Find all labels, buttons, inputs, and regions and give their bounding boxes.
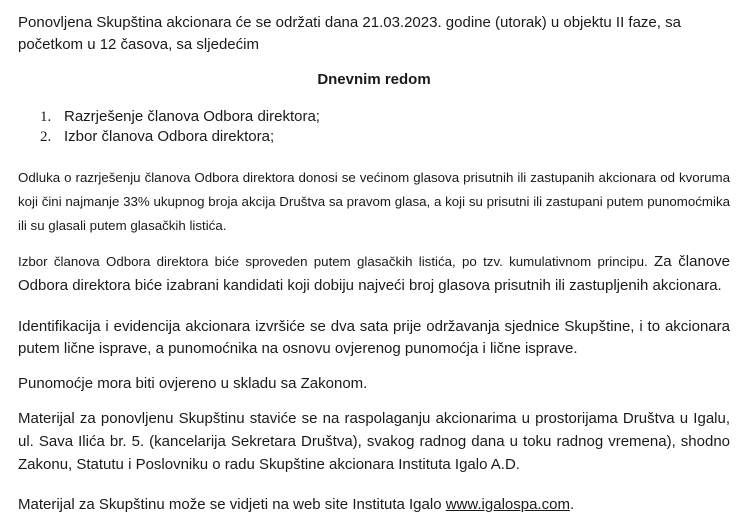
website-suffix: . bbox=[569, 496, 575, 513]
agenda-item bbox=[40, 127, 320, 147]
election-paragraph bbox=[18, 250, 730, 298]
agenda-heading: Dnevnim redom bbox=[317, 71, 431, 88]
website-paragraph bbox=[18, 494, 730, 516]
election-text-part1: Izbor članova Odbora direktora biće sproveden putem glasačkih listića, po tzv. kumulativnom principu. bbox=[18, 254, 648, 269]
agenda-item-text: Razrješenje članova Odbora direktora; bbox=[64, 108, 320, 125]
website-prefix: Materijal za Skupštinu može se vidjeti na web site Instituta Igalo bbox=[18, 496, 442, 513]
agenda-item-number: 2. bbox=[40, 129, 52, 145]
decision-paragraph: Odluka o razrješenju članova Odbora direktora donosi se većinom glasova prisutnih ili zastupanih akcionara od kvoruma koji čini najmanje 33% ukupnog broja akcija Društva sa pravom glasa, a koji su prisutni ili zastupani putem punomoćmika ili su glasali putem glasačkih listića. bbox=[18, 170, 730, 233]
agenda-item-text: Izbor članova Odbora direktora; bbox=[64, 128, 275, 145]
identification-paragraph: Identifikacija i evidencija akcionara izvršiće se dva sata prije održavanja sjednice Skupštine, i to akcionara putem lične isprave, a punomoćnika na osnovu ovjerenog punomoćja i lične isprave. bbox=[18, 318, 730, 357]
intro-paragraph: Ponovljena Skupština akcionara će se održati dana 21.03.2023. godine (utorak) u objektu II faze, sa početkom u 12 časova, sa sljedećim bbox=[18, 14, 681, 53]
election-text-part2: Za članove Odbora direktora biće izabrani kandidati koji dobiju najveći broj glasova prisutnih ili zastupljenih akcionara. bbox=[18, 253, 731, 294]
agenda-list bbox=[40, 107, 320, 147]
agenda-item-number: 1. bbox=[40, 109, 52, 125]
proxy-paragraph: Punomoćje mora biti ovjereno u skladu sa Zakonom. bbox=[18, 375, 368, 392]
agenda-item bbox=[40, 107, 320, 127]
website-link[interactable]: www.igalospa.com bbox=[445, 496, 570, 513]
materials-paragraph: Materijal za ponovljenu Skupštinu staviće se na raspolaganju akcionarima u prostorijama Društva u Igalu, ul. Sava Ilića br. 5. (kancelarija Sekretara Društva), svakog radnog dana u toku radnog vremena), shodno Zakonu, Statutu i Poslovniku o radu Skupštine akcionara Instituta Igalo A.D. bbox=[18, 410, 730, 473]
